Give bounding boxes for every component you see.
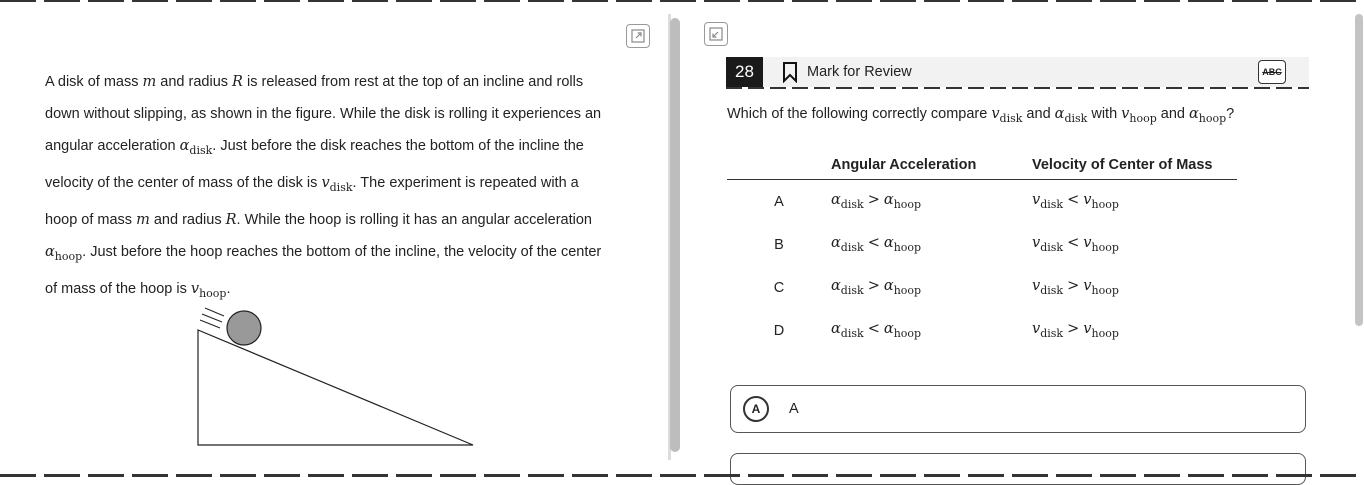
velocity-cell: $v_{disk} > v_{hoop}$	[1032, 278, 1119, 297]
row-letter: B	[774, 236, 784, 253]
velocity-cell: $v_{disk} < v_{hoop}$	[1032, 235, 1119, 254]
angular-acceleration-cell: $\alpha_{disk} < \alpha_{hoop}$	[831, 235, 922, 254]
expand-icon	[631, 29, 645, 43]
collapse-pane-button[interactable]	[704, 22, 728, 46]
row-letter: A	[774, 193, 784, 210]
table-header: Angular Acceleration	[831, 150, 1032, 180]
passage-pane	[0, 2, 668, 474]
abc-label: ABC	[1262, 67, 1282, 77]
answer-choice-a[interactable]	[730, 385, 1306, 433]
collapse-icon	[709, 27, 723, 41]
table-row	[727, 266, 1237, 309]
incline-figure	[190, 302, 490, 452]
angular-acceleration-cell: $\alpha_{disk} > \alpha_{hoop}$	[831, 278, 922, 297]
bookmark-icon	[782, 61, 798, 83]
motion-line-2	[202, 314, 222, 322]
mark-for-review-button[interactable]	[782, 60, 912, 84]
var-m: m	[142, 74, 157, 90]
table-header-row	[727, 150, 1237, 180]
answer-choice-b[interactable]	[730, 453, 1306, 485]
answer-text: A	[789, 401, 799, 417]
motion-line-1	[205, 308, 224, 316]
angular-acceleration-cell: $\alpha_{disk} > \alpha_{hoop}$	[831, 192, 922, 211]
table-row	[727, 180, 1237, 224]
table-row	[727, 309, 1237, 352]
motion-line-3	[200, 320, 220, 328]
page-scrollbar[interactable]	[1355, 14, 1363, 326]
passage-text: A disk of mass m and radius R is released from rest at the top of an incline and rolls down without slipping, as shown in the figure. While the disk is rolling it experiences an angular acceleration $\alpha_{disk}$. Just before the disk reaches the bottom of the incline the velocity of the center of mass of the disk is $v_{disk}$. The experiment is repeated with a hoop of mass m and radius R. While the hoop is rolling it has an angular acceleration $\alpha_{hoop}$. Just before the hoop reaches the bottom of the incline, the velocity of the center of mass of the hoop is $v_{hoop}$.	[45, 74, 602, 300]
options-table	[727, 150, 1237, 352]
divider-track[interactable]	[670, 18, 680, 452]
mark-for-review-label: Mark for Review	[807, 64, 912, 80]
table-header	[727, 150, 831, 180]
var-R: R	[232, 74, 243, 90]
incline-ramp	[198, 330, 473, 445]
abc-eliminator-button[interactable]	[1258, 60, 1286, 84]
question-header-bar	[726, 57, 1309, 87]
velocity-cell: $v_{disk} < v_{hoop}$	[1032, 192, 1119, 211]
answer-letter-circle: A	[743, 396, 769, 422]
table-row	[727, 223, 1237, 266]
table-header: Velocity of Center of Mass	[1032, 150, 1237, 180]
expand-pane-button[interactable]	[626, 24, 650, 48]
question-pane	[690, 2, 1350, 474]
disk	[227, 311, 261, 345]
row-letter: D	[773, 322, 785, 339]
velocity-cell: $v_{disk} > v_{hoop}$	[1032, 321, 1119, 340]
angular-acceleration-cell: $\alpha_{disk} < \alpha_{hoop}$	[831, 321, 922, 340]
pane-divider[interactable]	[668, 14, 682, 460]
question-text: Which of the following correctly compare $v_{disk}$ and $\alpha_{disk}$ with $v_{hoop}$ and $\alpha_{hoop}$?	[727, 106, 1235, 125]
question-number: 28	[726, 57, 763, 87]
row-letter: C	[773, 279, 785, 296]
